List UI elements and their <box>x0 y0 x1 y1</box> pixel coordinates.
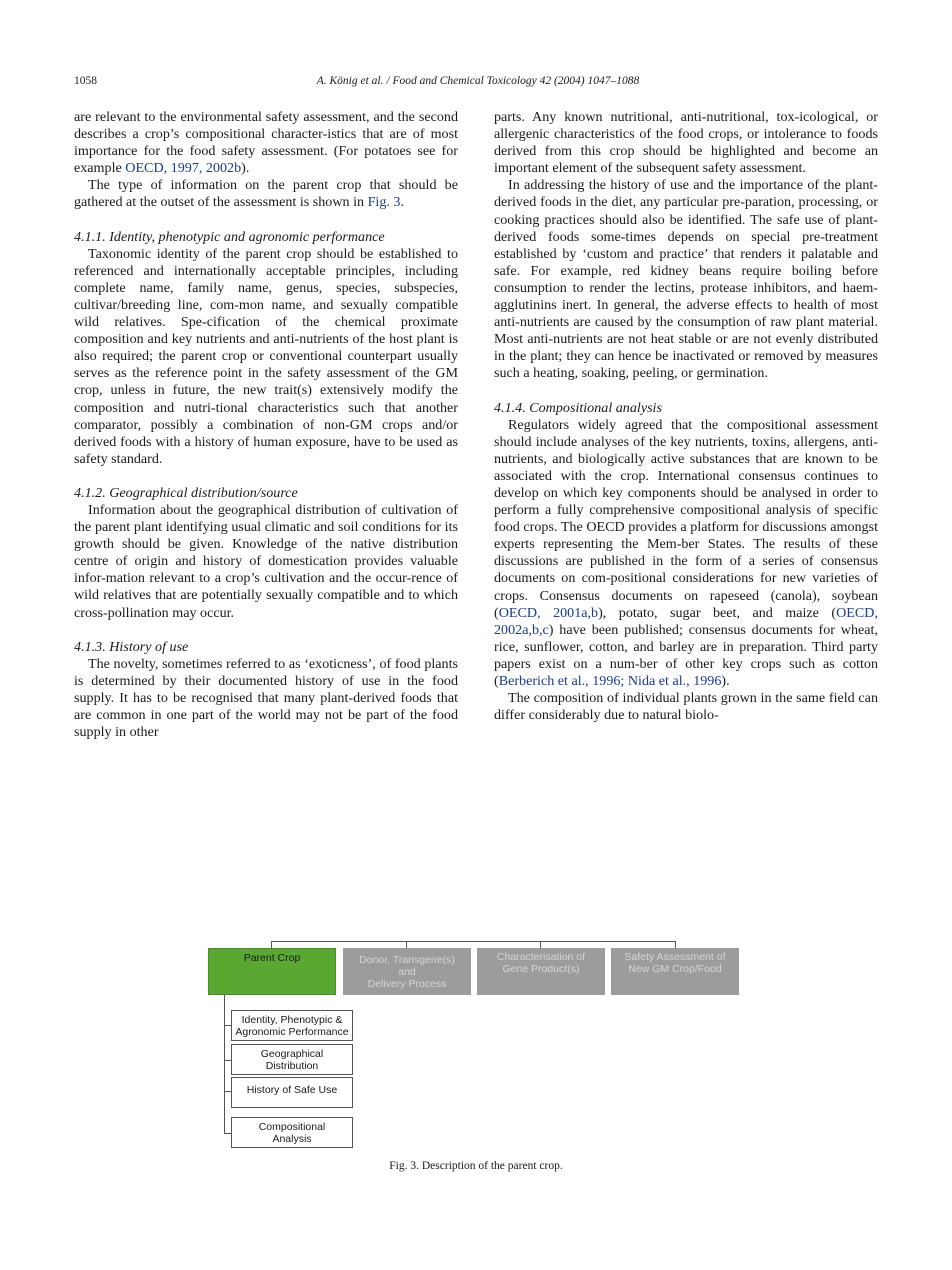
citation-link[interactable]: Berberich et al., 1996; Nida et al., 1996 <box>498 673 722 689</box>
connector-tick <box>406 941 407 948</box>
page-header <box>74 75 882 93</box>
section-heading: 4.1.3. History of use <box>74 638 189 655</box>
paragraph: The novelty, sometimes referred to as ‘exoticness’, of food plants is determined by their documented history of use in the food supply. It has to be recognised that many plant-derived foods that are common in one part of the world may not be part of the food supply in other <box>74 655 458 741</box>
sub-connector-tick <box>224 1133 231 1134</box>
right-column <box>494 109 878 724</box>
sub-connector-tick <box>224 1091 231 1092</box>
page-number: 1058 <box>74 75 97 87</box>
paragraph: In addressing the history of use and the importance of the plant-derived foods in the diet, any particular pre-paration, processing, or cooking practices should also be identified. The safe use of plant-derived foods some-times depends on special pre-treatment established by ‘custom and practice’ that renders it palatable and safe. For example, red kidney beans require boiling before consumption to render the lectins, protease inhibitors, and haem-agglutinins inert. In general, the adverse effects to health of most anti-nutrients are caused by the consumption of raw plant material. Most anti-nutrients are not heat stable or are not evenly distributed in the plant; they can hence be inactivated or removed by measures such a heating, soaking, peeling, or germination. <box>494 177 878 382</box>
compositional-analysis-box: Compositional Analysis <box>231 1117 353 1148</box>
section-heading: 4.1.2. Geographical distribution/source <box>74 484 298 501</box>
identity-phenotypic-box: Identity, Phenotypic & Agronomic Performance <box>231 1010 353 1041</box>
section-heading: 4.1.4. Compositional analysis <box>494 399 662 416</box>
sub-connector-vertical <box>224 995 225 1133</box>
paragraph: Regulators widely agreed that the compositional assessment should include analyses of the key nutrients, toxins, allergens, anti-nutrients, and biologically active substances that are known to be associated with the crop. International consensus continues to develop on which key components should be analysed in order to perform a fully comprehensive compositional analysis of specific food crops. The OECD provides a platform for discussions amongst experts representing the Mem-ber States. The results of these discussions are published in the form of a series of consensus documents on com-positional considerations for new varieties of crops. Consensus documents on rapeseed (canola), soybean (OECD, 2001a,b), potato, sugar beet, and maize (OECD, 2002a,b,c) have been published; consensus documents for wheat, rice, sunflower, cotton, and barley are in preparation. Third party papers exist on a num-ber of other key crops such as cotton (Berberich et al., 1996; Nida et al., 1996). <box>494 416 878 689</box>
geographical-distribution-box: Geographical Distribution <box>231 1044 353 1075</box>
citation-link[interactable]: OECD, 2001a,b <box>498 604 599 621</box>
sub-connector-tick <box>224 1060 231 1061</box>
connector-tick <box>540 941 541 948</box>
running-title: A. König et al. / Food and Chemical Toxicology 42 (2004) 1047–1088 <box>316 75 640 87</box>
paragraph: parts. Any known nutritional, anti-nutritional, tox-icological, or allergenic characteristics of the food crops, or intolerance to foods derived from this crop should be highlighted and become an important element of the subsequent safety assessment. <box>494 109 878 177</box>
left-column <box>74 109 458 741</box>
parent-crop-box: Parent Crop <box>208 948 336 995</box>
paragraph: The composition of individual plants grown in the same field can differ considerably due to natural biolo- <box>494 690 878 724</box>
gene-product-box: Characterisation of Gene Product(s) <box>477 948 605 995</box>
figure-caption: Fig. 3. Description of the parent crop. <box>389 1160 563 1172</box>
top-connector-line <box>271 941 675 942</box>
paragraph: The type of information on the parent crop that should be gathered at the outset of the assessment is shown in Fig. 3. <box>74 177 458 211</box>
sub-connector-tick <box>224 1025 231 1026</box>
paragraph: are relevant to the environmental safety assessment, and the second describes a crop’s compositional character-istics that are of most importance for the food safety assessment. (For potatoes see for example OECD, 1997, 2002b). <box>74 109 458 177</box>
safety-assessment-box: Safety Assessment of New GM Crop/Food <box>611 948 739 995</box>
donor-transgene-box: Donor, Transgene(s) and Delivery Process <box>343 948 471 995</box>
section-heading: 4.1.1. Identity, phenotypic and agronomic performance <box>74 228 385 245</box>
citation-link[interactable]: OECD, 2002a,b,c <box>494 604 878 638</box>
paragraph: Taxonomic identity of the parent crop should be established to referenced and internationally acceptable principles, including complete name, family name, genus, species, subspecies, cultivar/breeding line, com-mon name, and sexually compatible wild relatives. Spe-cification of the chemical proximate composition and key nutrients and anti-nutrients of the host plant is also required; the parent crop or conventional counterpart usually serves as the reference point in the safety assessment of the GM crop, unless in future, the new trait(s) extensively modify the composition and nutri-tional characteristics such that another comparator, possibly a combination of non-GM crops and/or derived foods with a history of human exposure, have to be used as safety standard. <box>74 245 458 467</box>
paragraph: Information about the geographical distribution of cultivation of the parent plant identifying usual climatic and soil conditions for its growth should be given. Knowledge of the native distribution centre of origin and history of domestication provides valuable infor-mation relevant to a crop’s cultivation and the occur-rence of wild relatives that are potentially sexually compatible and to which cross-pollination may occur. <box>74 501 458 621</box>
citation-link[interactable]: OECD, 1997, 2002b <box>125 160 242 177</box>
history-of-safe-use-box: History of Safe Use <box>231 1077 353 1108</box>
figure-link[interactable]: Fig. 3 <box>367 194 401 211</box>
connector-tick <box>271 941 272 948</box>
connector-tick <box>675 941 676 948</box>
